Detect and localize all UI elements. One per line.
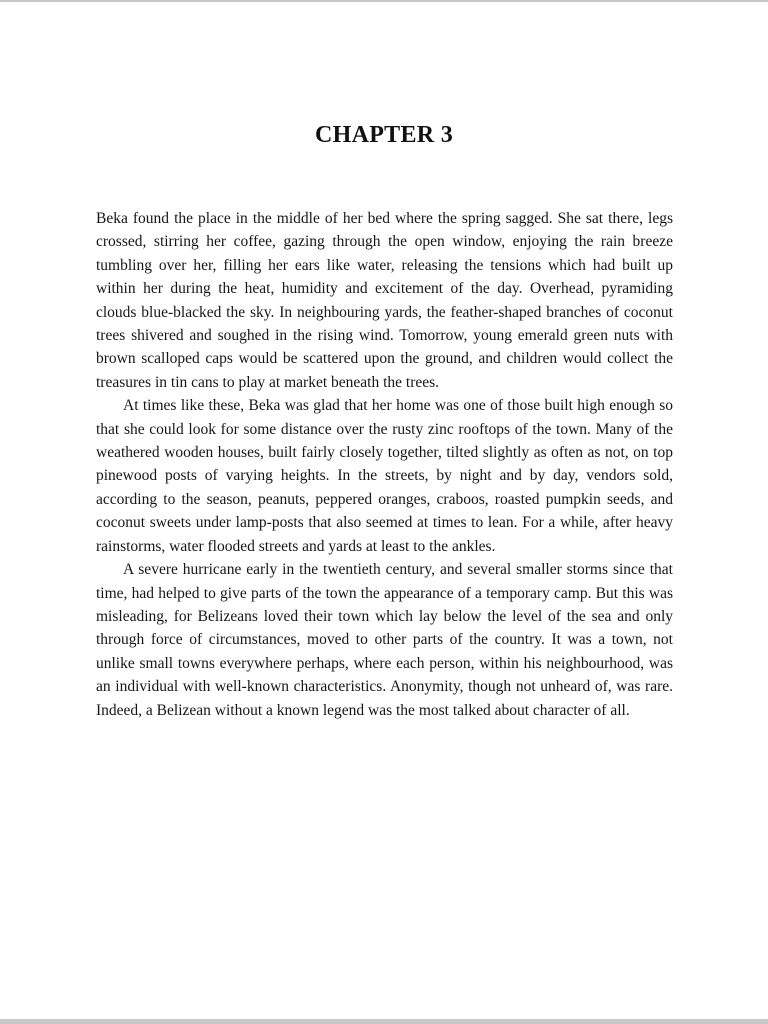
paragraph-3: A severe hurricane early in the twentieth century, and several smaller storms since that time, had helped to give parts of the town the appearance of a temporary camp. But this was misleading, for Belizeans loved their town which lay below the level of the sea and only through force of circumstances, moved to other parts of the country. It was a town, not unlike small towns everywhere perhaps, where each person, within his neighbourhood, was an individual with well-known characteristics. Anonymity, though not unheard of, was rare. Indeed, a Belizean without a known legend was the most talked about character of all. bbox=[96, 561, 673, 719]
chapter-body bbox=[96, 207, 673, 722]
paragraph-2: At times like these, Beka was glad that her home was one of those built high enough so that she could look for some distance over the rusty zinc rooftops of the town. Many of the weathered wooden houses, built fairly closely together, tilted slightly as often as not, on top pinewood posts of varying heights. In the streets, by night and by day, vendors sold, according to the season, peanuts, peppered oranges, craboos, roasted pumpkin seeds, and coconut sweets under lamp-posts that also seemed at times to lean. For a while, after heavy rainstorms, water flooded streets and yards at least to the ankles. bbox=[96, 397, 673, 555]
paragraph-1: Beka found the place in the middle of her bed where the spring sagged. She sat there, legs crossed, stirring her coffee, gazing through the open window, enjoying the rain breeze tumbling over her, filling her ears like water, releasing the tensions which had built up within her during the heat, humidity and excitement of the day. Overhead, pyramiding clouds blue-blacked the sky. In neighbouring yards, the feather-shaped branches of coconut trees shivered and soughed in the rising wind. Tomorrow, young emerald green nuts with brown scalloped caps would be scattered upon the ground, and children would collect the treasures in tin cans to play at market beneath the trees. bbox=[96, 210, 673, 391]
chapter-title: CHAPTER 3 bbox=[314, 122, 454, 148]
